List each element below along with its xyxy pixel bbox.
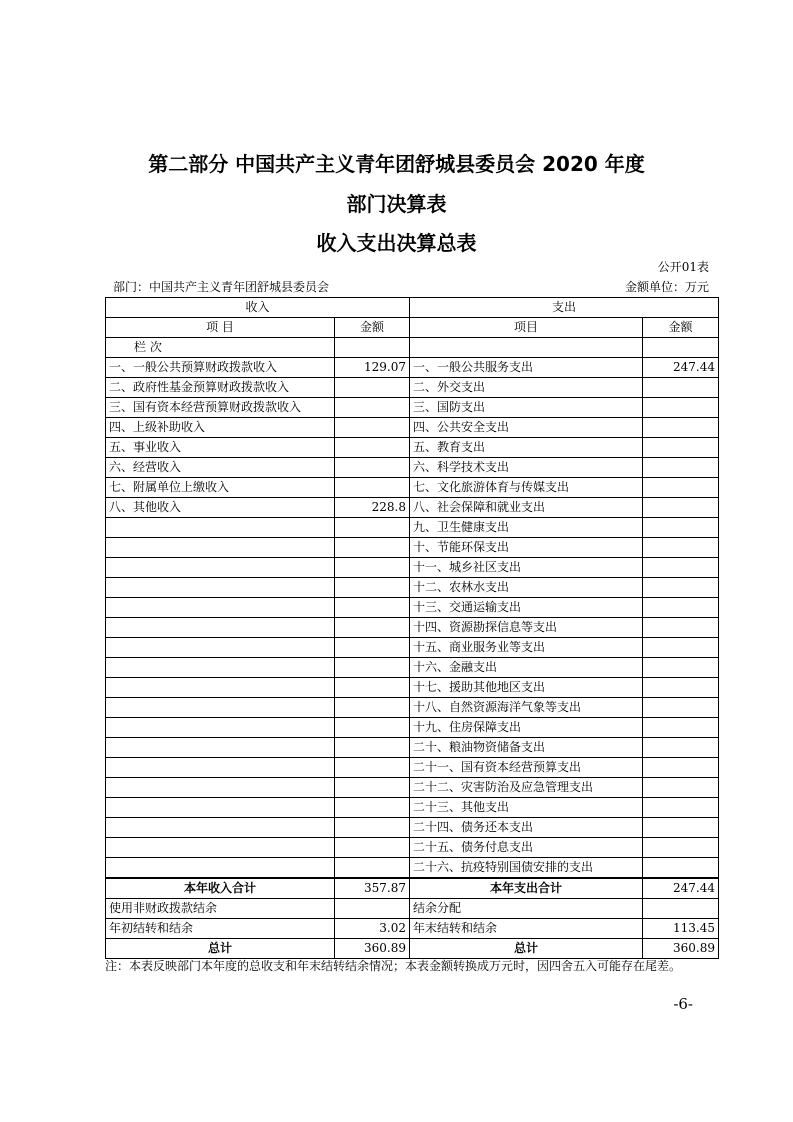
grand-total-expense-label: 总计	[410, 939, 643, 959]
expense-item-cell: 八、社会保障和就业支出	[410, 498, 643, 518]
expense-item-cell: 十三、交通运输支出	[410, 598, 643, 618]
expense-amount-header: 金额	[643, 318, 719, 338]
table-subheader-row	[106, 318, 719, 338]
table-row	[106, 718, 719, 738]
expense-item-cell: 四、公共安全支出	[410, 418, 643, 438]
table-row	[106, 538, 719, 558]
page-number: -6-	[673, 995, 693, 1013]
expense-item-cell: 九、卫生健康支出	[410, 518, 643, 538]
income-amount-cell	[335, 558, 410, 578]
income-amount-cell: 3.02	[335, 919, 410, 939]
balance-row	[106, 919, 719, 939]
income-item-cell	[106, 518, 335, 538]
income-amount-cell	[335, 798, 410, 818]
income-amount-cell	[335, 758, 410, 778]
expense-amount-cell	[643, 818, 719, 838]
expense-amount-cell	[643, 598, 719, 618]
expense-item-cell: 三、国防支出	[410, 398, 643, 418]
income-amount-cell: 129.07	[335, 358, 410, 378]
table-row	[106, 378, 719, 398]
income-item-header: 项 目	[106, 318, 335, 338]
expense-item-cell: 二十四、债务还本支出	[410, 818, 643, 838]
expense-item-cell: 十六、金融支出	[410, 658, 643, 678]
table-row	[106, 658, 719, 678]
income-item-cell	[106, 858, 335, 879]
table-row	[106, 358, 719, 378]
income-item-cell	[106, 818, 335, 838]
income-amount-cell	[335, 678, 410, 698]
income-amount-cell	[335, 858, 410, 879]
expense-amount-cell	[643, 678, 719, 698]
grand-total-income-value: 360.89	[335, 939, 410, 959]
table-row	[106, 738, 719, 758]
expense-item-cell: 十九、住房保障支出	[410, 718, 643, 738]
income-item-cell	[106, 658, 335, 678]
expense-item-cell: 年末结转和结余	[410, 919, 643, 939]
income-item-cell	[106, 758, 335, 778]
grand-total-row	[106, 939, 719, 959]
income-item-cell: 七、附属单位上缴收入	[106, 478, 335, 498]
income-expense-table	[105, 297, 719, 959]
expense-item-header: 项目	[410, 318, 643, 338]
expense-item-cell: 结余分配	[410, 899, 643, 919]
table-row	[106, 498, 719, 518]
expense-amount-cell	[643, 798, 719, 818]
income-amount-cell	[335, 638, 410, 658]
income-amount-cell	[335, 458, 410, 478]
income-header: 收入	[106, 298, 410, 318]
table-row	[106, 678, 719, 698]
expense-amount-cell	[643, 458, 719, 478]
income-amount-cell	[335, 838, 410, 858]
expense-item-cell: 十、节能环保支出	[410, 538, 643, 558]
income-item-cell	[106, 678, 335, 698]
income-amount-cell	[335, 538, 410, 558]
expense-item-cell: 七、文化旅游体育与传媒支出	[410, 478, 643, 498]
expense-amount-cell	[643, 778, 719, 798]
expense-item-cell: 十四、资源勘探信息等支出	[410, 618, 643, 638]
expense-amount-cell	[643, 618, 719, 638]
footnote: 注：本表反映部门本年度的总收支和年末结转结余情况；本表金额转换成万元时，因四舍五入可能存在尾差。	[105, 959, 682, 973]
income-item-cell	[106, 738, 335, 758]
expense-amount-cell: 247.44	[643, 358, 719, 378]
column-index-row	[106, 338, 719, 358]
income-amount-cell: 228.8	[335, 498, 410, 518]
income-item-cell	[106, 558, 335, 578]
income-item-cell: 六、经营收入	[106, 458, 335, 478]
table-row	[106, 418, 719, 438]
income-amount-cell	[335, 518, 410, 538]
table-header-row	[106, 298, 719, 318]
table-row	[106, 558, 719, 578]
income-item-cell: 四、上级补助收入	[106, 418, 335, 438]
grand-total-income-label: 总计	[106, 939, 335, 959]
expense-item-cell: 二十一、国有资本经营预算支出	[410, 758, 643, 778]
income-item-cell	[106, 838, 335, 858]
expense-item-cell: 二十六、抗疫特别国债安排的支出	[410, 858, 643, 879]
amount-unit-label: 金额单位：万元	[624, 280, 709, 294]
expense-item-cell: 一、一般公共服务支出	[410, 358, 643, 378]
expense-amount-cell	[643, 718, 719, 738]
department-label: 部门：中国共产主义青年团舒城县委员会	[113, 280, 330, 294]
document-title: 第二部分 中国共产主义青年团舒城县委员会 2020 年度	[148, 152, 645, 176]
income-item-cell	[106, 778, 335, 798]
income-amount-cell	[335, 578, 410, 598]
expense-amount-cell	[643, 758, 719, 778]
table-row	[106, 618, 719, 638]
expense-item-cell: 二十三、其他支出	[410, 798, 643, 818]
document-subtitle: 部门决算表	[346, 192, 447, 216]
expense-amount-cell	[643, 698, 719, 718]
income-item-cell: 二、政府性基金预算财政拨款收入	[106, 378, 335, 398]
expense-item-cell: 十二、农林水支出	[410, 578, 643, 598]
expense-item-cell: 十五、商业服务业等支出	[410, 638, 643, 658]
expense-amount-cell	[643, 838, 719, 858]
income-item-cell: 使用非财政拨款结余	[106, 899, 335, 919]
table-row	[106, 698, 719, 718]
expense-item-cell: 二、外交支出	[410, 378, 643, 398]
income-total-value: 357.87	[335, 878, 410, 899]
table-row	[106, 598, 719, 618]
income-amount-cell	[335, 438, 410, 458]
table-row	[106, 798, 719, 818]
expense-amount-cell	[643, 498, 719, 518]
income-item-cell	[106, 718, 335, 738]
income-item-cell	[106, 618, 335, 638]
expense-amount-cell	[643, 638, 719, 658]
expense-amount-cell	[643, 478, 719, 498]
income-amount-cell	[335, 598, 410, 618]
grand-total-expense-value: 360.89	[643, 939, 719, 959]
table-title: 收入支出决算总表	[316, 231, 477, 255]
expense-amount-cell	[643, 658, 719, 678]
income-item-cell	[106, 798, 335, 818]
income-item-cell	[106, 598, 335, 618]
income-item-cell: 三、国有资本经营预算财政拨款收入	[106, 398, 335, 418]
table-row	[106, 478, 719, 498]
income-amount-cell	[335, 478, 410, 498]
income-item-cell: 一、一般公共预算财政拨款收入	[106, 358, 335, 378]
expense-item-cell: 六、科学技术支出	[410, 458, 643, 478]
income-total-label: 本年收入合计	[106, 878, 335, 899]
income-amount-cell	[335, 818, 410, 838]
income-amount-cell	[335, 718, 410, 738]
expense-item-cell: 十一、城乡社区支出	[410, 558, 643, 578]
income-amount-cell	[335, 618, 410, 638]
income-amount-header: 金额	[335, 318, 410, 338]
expense-item-cell: 二十二、灾害防治及应急管理支出	[410, 778, 643, 798]
table-row	[106, 778, 719, 798]
column-index-label: 栏 次	[106, 338, 335, 358]
income-item-cell	[106, 578, 335, 598]
income-item-cell: 年初结转和结余	[106, 919, 335, 939]
expense-amount-cell	[643, 538, 719, 558]
table-row	[106, 518, 719, 538]
income-amount-cell	[335, 658, 410, 678]
expense-amount-cell	[643, 438, 719, 458]
income-item-cell: 八、其他收入	[106, 498, 335, 518]
table-row	[106, 438, 719, 458]
balance-row	[106, 899, 719, 919]
table-row	[106, 638, 719, 658]
expense-amount-cell	[643, 398, 719, 418]
expense-amount-cell	[643, 518, 719, 538]
income-item-cell: 五、事业收入	[106, 438, 335, 458]
form-number: 公开01表	[657, 260, 709, 274]
table-row	[106, 458, 719, 478]
expense-item-cell: 二十五、债务付息支出	[410, 838, 643, 858]
income-item-cell	[106, 698, 335, 718]
income-item-cell	[106, 538, 335, 558]
income-amount-cell	[335, 398, 410, 418]
expense-item-cell: 二十、粮油物资储备支出	[410, 738, 643, 758]
expense-amount-cell	[643, 858, 719, 879]
income-amount-cell	[335, 738, 410, 758]
expense-item-cell: 十八、自然资源海洋气象等支出	[410, 698, 643, 718]
expense-item-cell: 五、教育支出	[410, 438, 643, 458]
table-row	[106, 818, 719, 838]
expense-amount-cell	[643, 578, 719, 598]
expense-amount-cell	[643, 558, 719, 578]
income-amount-cell	[335, 899, 410, 919]
expense-amount-cell	[643, 738, 719, 758]
expense-amount-cell	[643, 418, 719, 438]
expense-total-label: 本年支出合计	[410, 878, 643, 899]
expense-amount-cell	[643, 899, 719, 919]
table-row	[106, 858, 719, 879]
annual-total-row	[106, 878, 719, 899]
table-row	[106, 838, 719, 858]
income-amount-cell	[335, 418, 410, 438]
table-row	[106, 578, 719, 598]
table-row	[106, 758, 719, 778]
expense-amount-cell: 113.45	[643, 919, 719, 939]
expense-amount-cell	[643, 378, 719, 398]
expense-item-cell: 十七、援助其他地区支出	[410, 678, 643, 698]
income-amount-cell	[335, 778, 410, 798]
income-item-cell	[106, 638, 335, 658]
income-amount-cell	[335, 698, 410, 718]
income-amount-cell	[335, 378, 410, 398]
expense-header: 支出	[410, 298, 719, 318]
table-row	[106, 398, 719, 418]
expense-total-value: 247.44	[643, 878, 719, 899]
